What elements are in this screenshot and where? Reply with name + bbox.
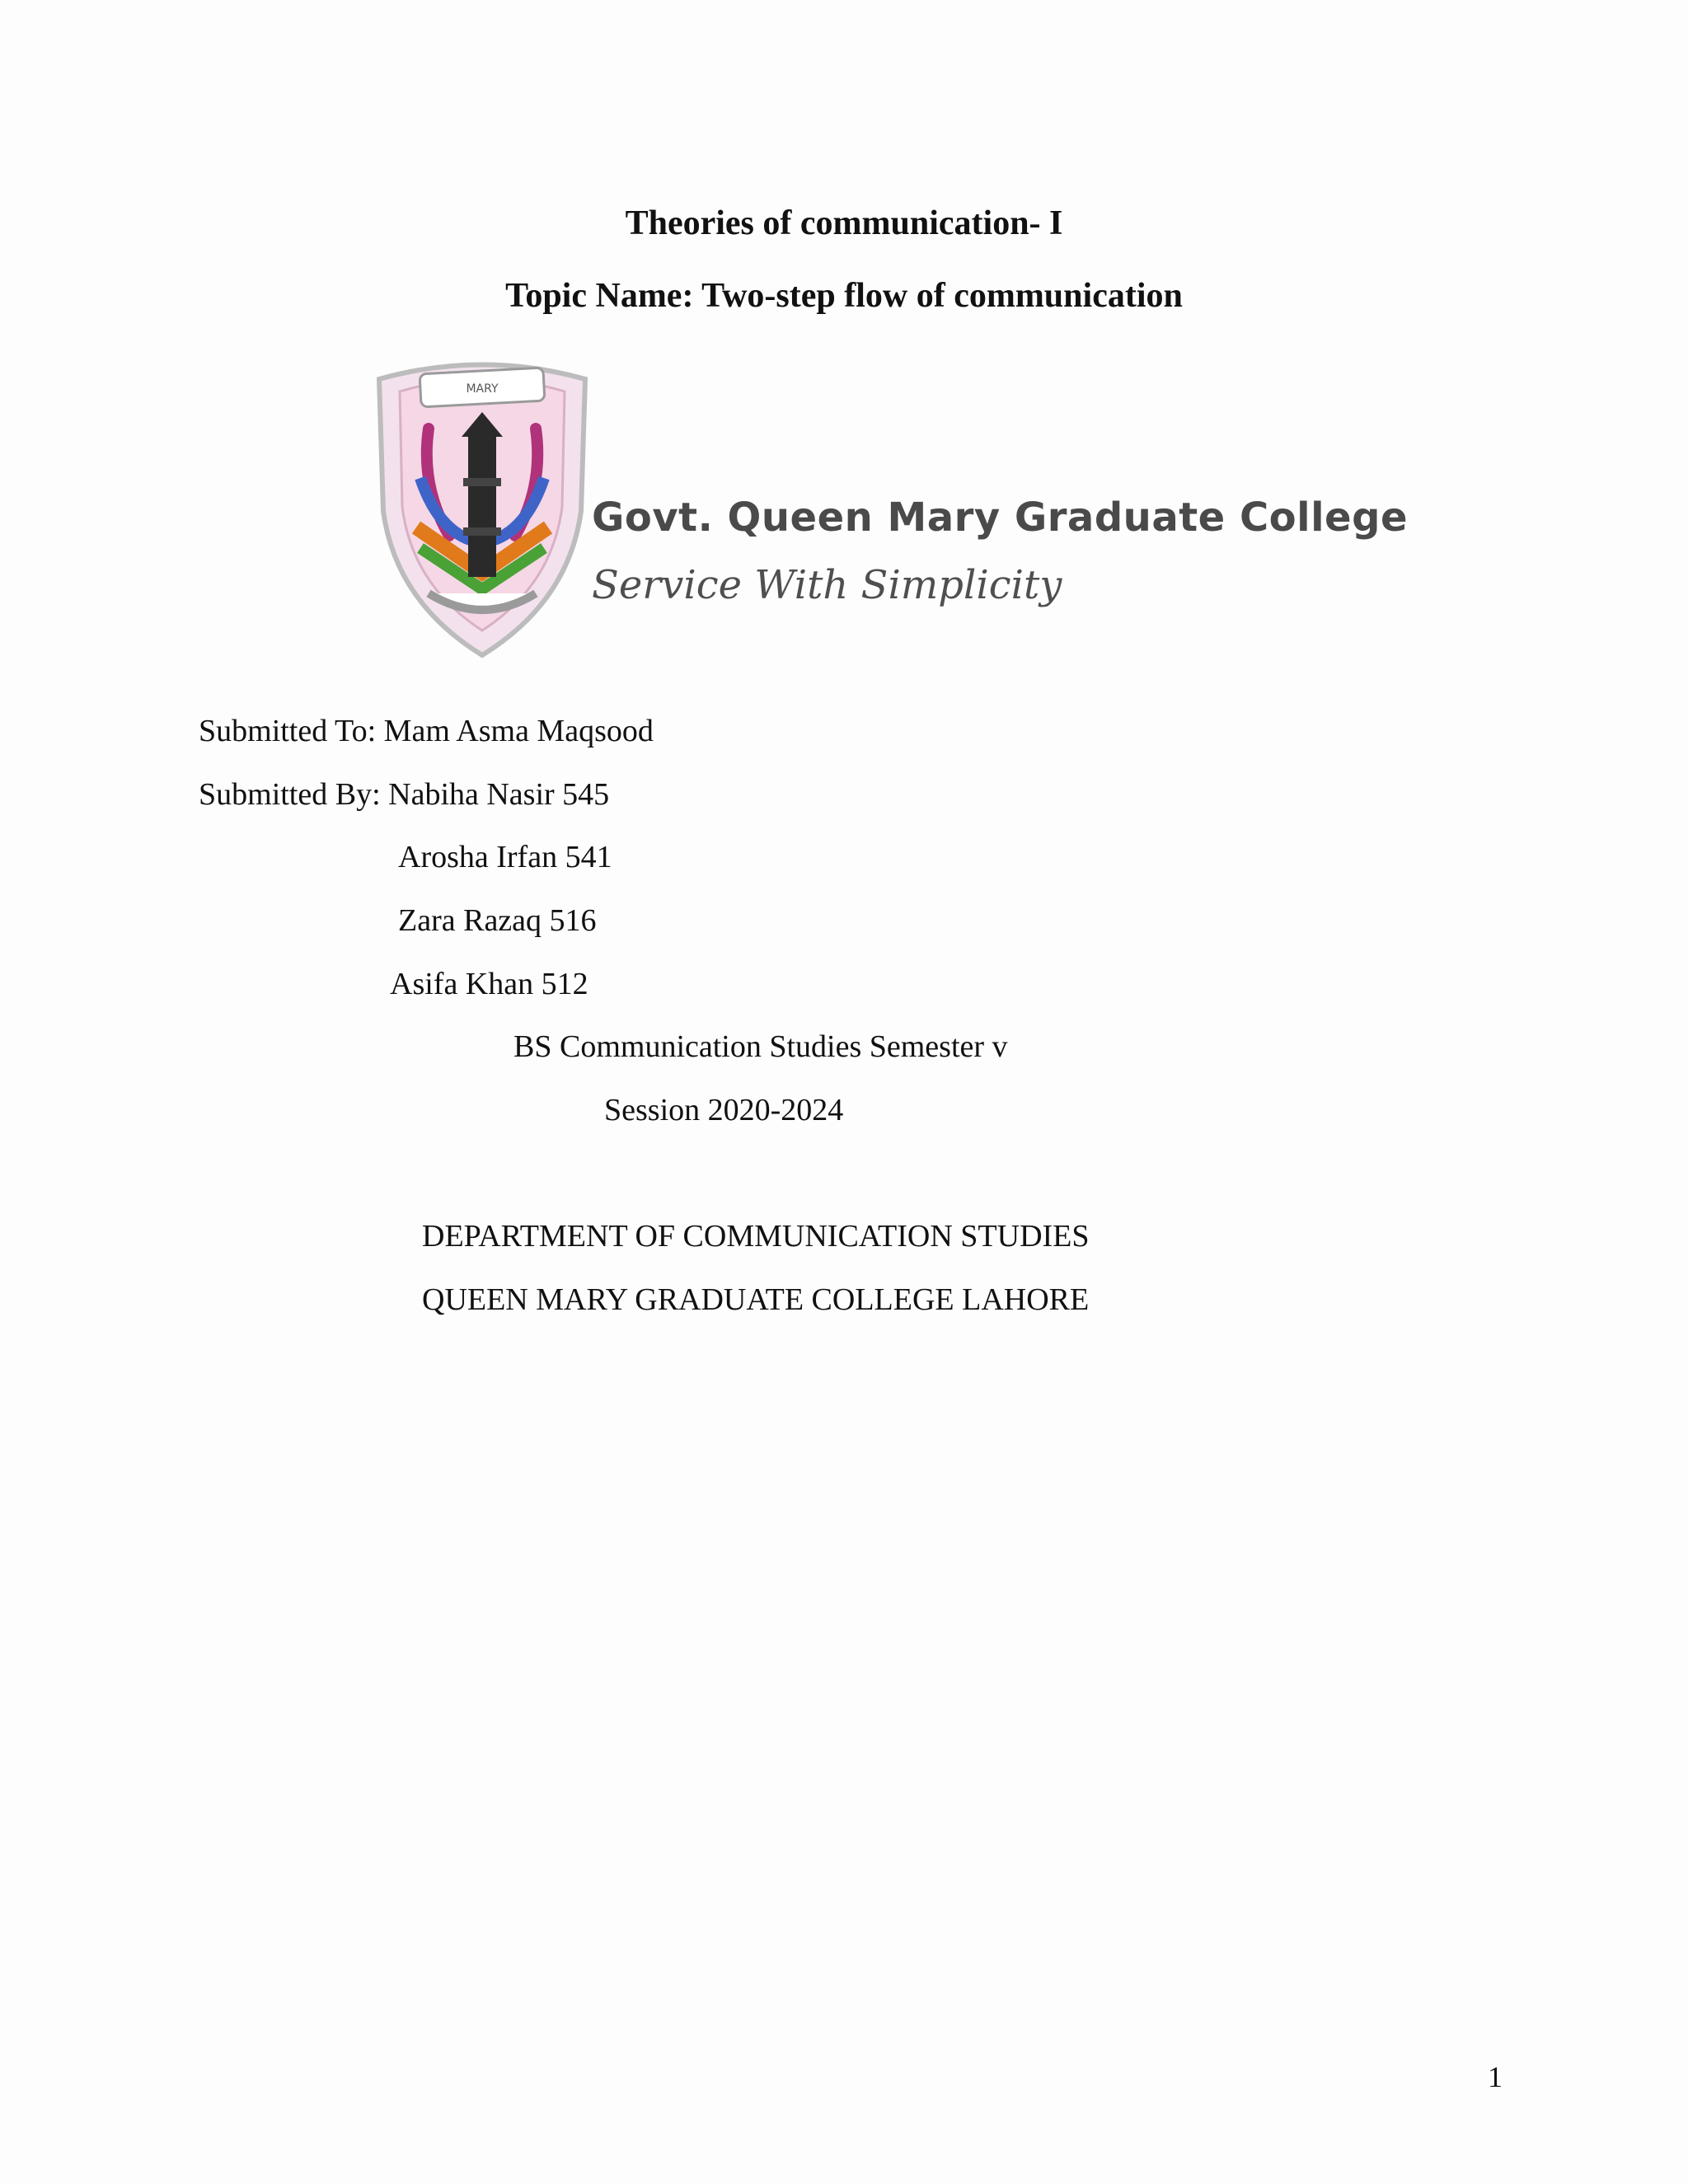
- member-name: Asifa Khan 512: [390, 967, 588, 1001]
- logo-college-name: Govt. Queen Mary Graduate College: [592, 494, 1409, 541]
- college-line: QUEEN MARY GRADUATE COLLEGE LAHORE: [422, 1282, 1090, 1317]
- logo-motto: Service With Simplicity: [592, 562, 1062, 608]
- member-name: Zara Razaq 516: [398, 903, 597, 938]
- college-logo: [371, 346, 1409, 659]
- college-crest-icon: [371, 346, 593, 659]
- session-line: Session 2020-2024: [604, 1093, 844, 1127]
- department-line: DEPARTMENT OF COMMUNICATION STUDIES: [422, 1219, 1090, 1254]
- svg-text:MARY: MARY: [466, 382, 499, 396]
- submitted-to: Submitted To: Mam Asma Maqsood: [199, 714, 654, 748]
- member-name: Arosha Irfan 541: [398, 840, 612, 874]
- page-number: 1: [1488, 2060, 1503, 2093]
- submitted-by: Submitted By: Nabiha Nasir 545: [199, 777, 610, 812]
- course-title: Theories of communication- I: [625, 204, 1063, 242]
- program-line: BS Communication Studies Semester v: [513, 1029, 1008, 1064]
- topic-title: Topic Name: Two-step flow of communication: [505, 277, 1183, 315]
